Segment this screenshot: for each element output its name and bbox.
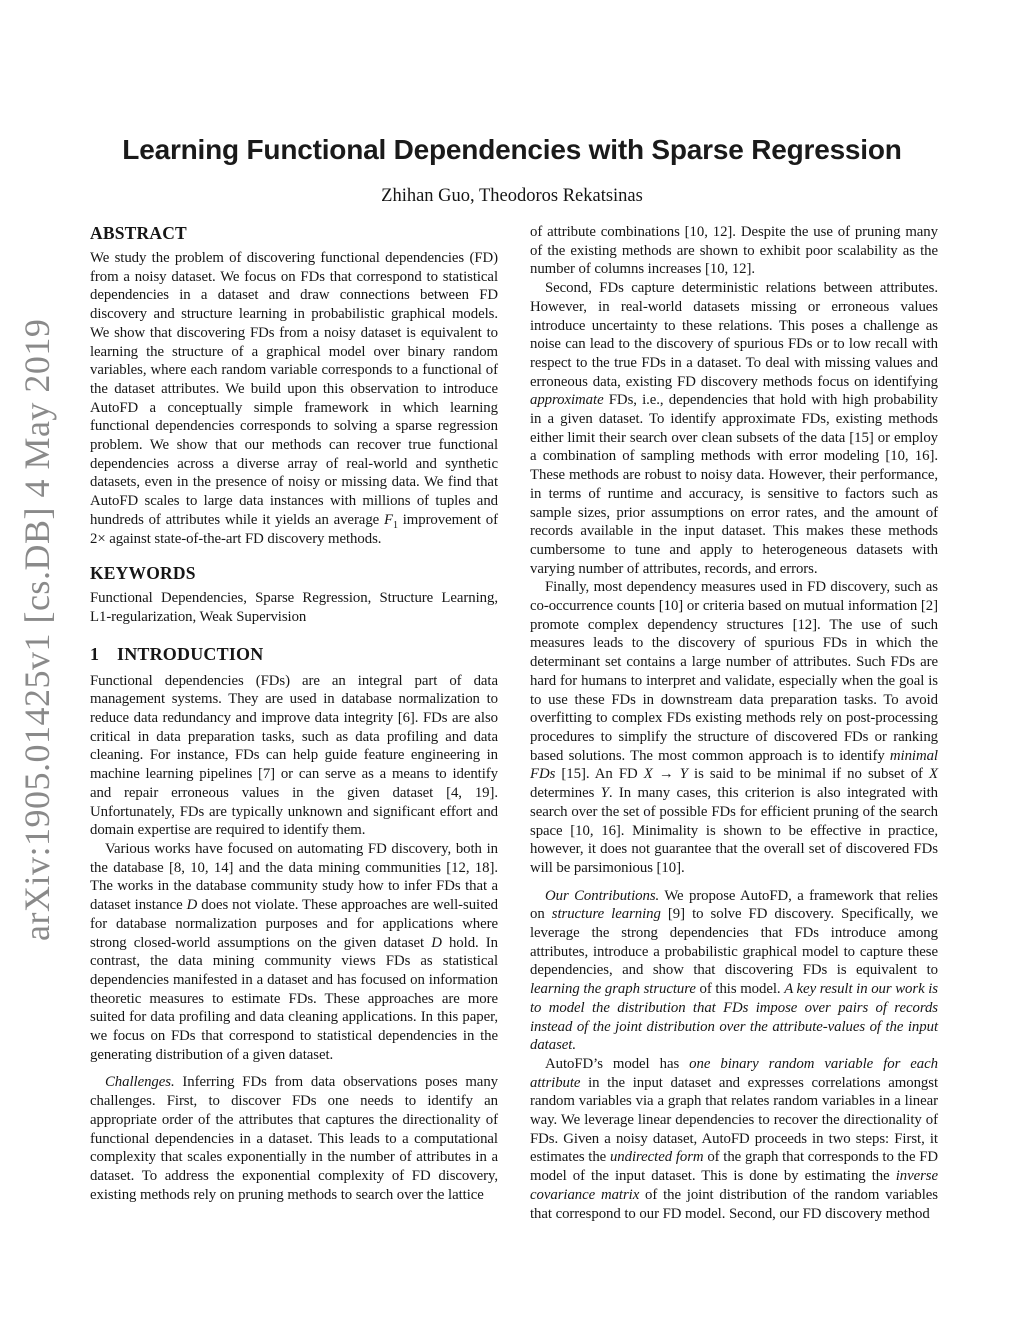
section-number: 1 <box>90 643 100 664</box>
intro-paragraph-2: Various works have focused on automating FD discovery, both in the database [8, 10, 14] and the data mining communities [12, 18]. The works in the database community study how to infer FDs that a dataset instance D does not violate. These approaches are well-suited for database normalization purposes and for applications where strong closed-world assumptions on the given dataset D hold. In contrast, the data mining community views FDs as statistical dependencies manifested in a dataset and has focused on information theoretic measures to estimate FDs. These approaches are more suited for data profiling and data cleaning applications. In this paper, we focus on FDs that correspond to statistical dependencies in the generating distribution of a given dataset. <box>90 840 498 1063</box>
left-column <box>90 223 498 1223</box>
abstract-paragraph: We study the problem of discovering functional dependencies (FD) from a noisy dataset. We focus on FDs that correspond to statistical dependencies in a dataset and draw connections between FD discovery and structure learning in probabilistic graphical models. We show that discovering FDs from a noisy dataset is equivalent to learning the structure of a graphical model over binary random variables, where each random variable corresponds to a functional of the dataset attributes. We build upon this observation to introduce AutoFD a conceptually simple framework in which learning functional dependencies corresponds to solving a sparse regression problem. We show that our methods can recover true functional dependencies across a diverse array of real-world and synthetic datasets, even in the presence of noisy or missing data. We find that AutoFD scales to large data instances with millions of tuples and hundreds of attributes while it yields an average $F_1$ improvement of 2× against state-of-the-art FD discovery methods. <box>90 250 498 547</box>
right-column <box>530 223 938 1223</box>
keywords-paragraph: Functional Dependencies, Sparse Regression, Structure Learning, L1-regularization, Weak Supervision <box>90 590 498 625</box>
arxiv-watermark: arXiv:1905.01425v1 [cs.DB] 4 May 2019 <box>17 318 57 941</box>
abstract-heading: ABSTRACT <box>90 223 187 243</box>
challenges-paragraph: Challenges. Inferring FDs from data observations poses many challenges. First, to discover FDs one needs to identify an appropriate order of the attributes that captures the directionality of functional dependencies in a dataset. This leads to a computational complexity that scales exponentially in the number of attributes in a dataset. To address the exponential complexity of FD discovery, existing methods rely on pruning methods to search over the lattice <box>90 1074 498 1203</box>
right-paragraph-1: of attribute combinations [10, 12]. Despite the use of pruning many of the existing methods are shown to exhibit poor scalability as the number of columns increases [10, 12]. <box>530 224 938 278</box>
section-title: INTRODUCTION <box>117 643 264 664</box>
intro-paragraph-1: Functional dependencies (FDs) are an integral part of data management systems. They are used in database normalization to reduce data redundancy and improve data integrity [6]. FDs are also critical in data preparation tasks, such as data profiling and data cleaning. For instance, FDs can help guide feature engineering in machine learning pipelines [7] or can serve as a means to identify and repair erroneous values in the given dataset [4, 19]. Unfortunately, FDs are typically unknown and significant effort and domain expertise are required to identify them. <box>90 672 498 839</box>
keywords-heading: KEYWORDS <box>90 563 196 584</box>
paper-authors: Zhihan Guo, Theodoros Rekatsinas <box>381 186 643 206</box>
autofd-model-paragraph: AutoFD’s model has one binary random variable for each attribute in the input dataset and expresses correlations amongst random variables via a graph that relates random variables in a linear way. We leverage linear dependencies to recover the directionality of FDs. Given a noisy dataset, AutoFD proceeds in two steps: First, it estimates the undirected form of the graph that corresponds to the FD model of the input dataset. This is done by estimating the inverse covariance matrix of the joint distribution of the random variables that correspond to our FD model. Second, our FD discovery method <box>530 1055 939 1222</box>
two-column-body <box>90 223 938 1223</box>
right-paragraph-3: Finally, most dependency measures used in FD discovery, such as co-occurrence counts [10] or criteria based on mutual information [2] promote complex dependency structures [12]. The use of such measures leads to the discovery of spurious FDs in which the determinant set contains a large number of attributes. Such FDs are hard for humans to interpret and validate, especially when the goal is to use these FDs in downstream data preparation tasks. To avoid overfitting to complex FDs existing methods rely on post-processing procedures to simplify the structure of discovered FDs or ranking based solutions. The most common approach is to identify minimal FDs [15]. An FD X → Y is said to be minimal if no subset of X determines Y. In many cases, this criterion is also integrated with search over the set of possible FDs for efficient pruning of the search space [10, 16]. Minimality is shown to be effective in practice, however, it does not guarantee that the overall set of discovered FDs will be parsimonious [10]. <box>530 579 938 876</box>
paper-title: Learning Functional Dependencies with Sparse Regression <box>122 134 902 165</box>
right-paragraph-2: Second, FDs capture deterministic relations between attributes. However, in real-world datasets missing or erroneous values introduce uncertainty to these relations. This poses a challenge as noise can lead to the discovery of spurious FDs or to low recall with respect to the true FDs in a dataset. To deal with missing values and erroneous data, existing FD discovery methods focus on identifying approximate FDs, i.e., dependencies that hold with high probability in a given dataset. To identify approximate FDs, existing methods either limit their search over clean subsets of the data [15] or employ a combination of sampling methods with error modeling [10, 16]. These methods are robust to noisy data. However, their performance, in terms of runtime and accuracy, is sensitive to factors such as sample sizes, prior assumptions on error rates, and the amount of records available in the input dataset. This makes these methods cumbersome to tune and apply to heterogeneous datasets with varying number of attributes, records, and errors. <box>530 280 938 577</box>
paper-header <box>0 0 1024 207</box>
introduction-heading <box>90 644 498 664</box>
contributions-paragraph: Our Contributions. We propose AutoFD, a framework that relies on structure learning [9] to solve FD discovery. Specifically, we leverage the strong dependencies that FDs introduce among attributes, introduce a probabilistic graphical model to capture these dependencies, and show that discovering FDs is equivalent to learning the graph structure of this model. A key result in our work is to model the distribution that FDs impose over pairs of records instead of the joint distribution over the attribute-values of the input dataset. <box>530 887 938 1054</box>
